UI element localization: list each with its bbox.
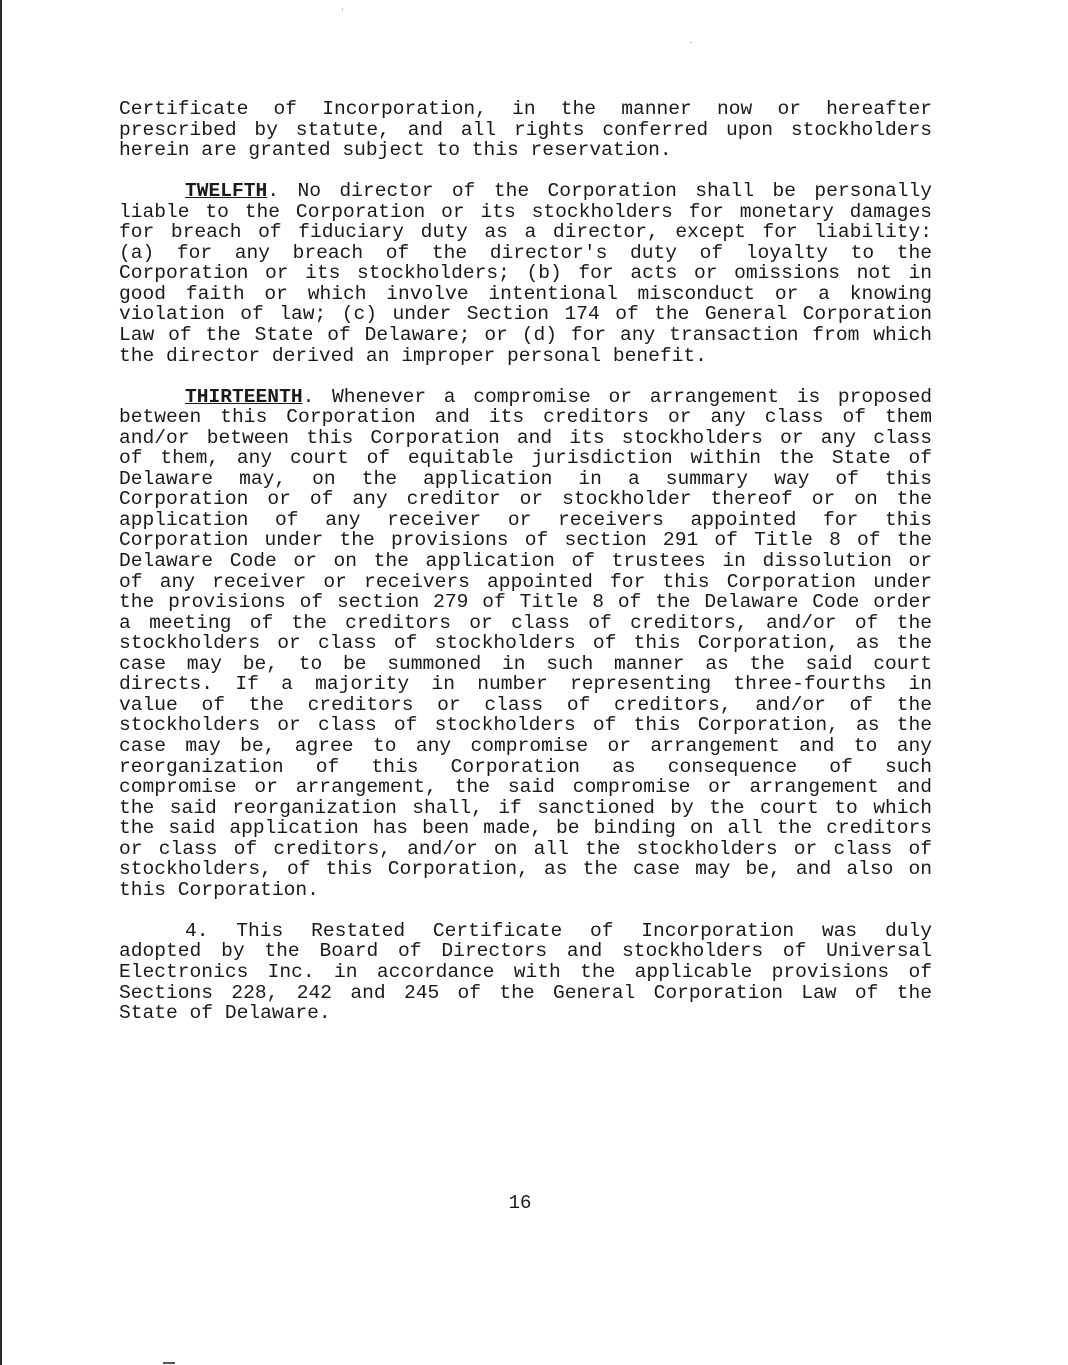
text-line: reorganization of this Corporation as consequence of such xyxy=(119,755,932,778)
text-line: the said application has been made, be binding on all the creditors xyxy=(119,817,932,840)
text-line: this Corporation. xyxy=(119,878,319,901)
text-line: Corporation or its stockholders; (b) for acts or omissions not in xyxy=(119,262,932,285)
text-line: liable to the Corporation or its stockholders for monetary damages xyxy=(119,200,932,223)
text-line: and/or between this Corporation and its stockholders or any class xyxy=(119,426,932,449)
text-line: for breach of fiduciary duty as a director, except for liability: xyxy=(119,221,932,244)
text-line: TWELFTH. No director of the Corporation shall be personally xyxy=(185,180,932,203)
scan-speck xyxy=(342,8,343,10)
text-line: THIRTEENTH. Whenever a compromise or arrangement is proposed xyxy=(185,385,932,408)
thirteenth-heading: THIRTEENTH xyxy=(185,385,303,408)
paragraph-4 xyxy=(119,921,932,1024)
text-line: Electronics Inc. in accordance with the applicable provisions of xyxy=(119,960,932,983)
scan-speck xyxy=(690,42,692,43)
text-line: stockholders, of this Corporation, as the case may be, and also on xyxy=(119,858,932,881)
text-line: the said reorganization shall, if sanctioned by the court to which xyxy=(119,796,932,819)
text-line: stockholders or class of stockholders of this Corporation, as the xyxy=(119,714,932,737)
text-line: compromise or arrangement, the said compromise or arrangement and xyxy=(119,776,932,799)
text-line: violation of law; (c) under Section 174 of the General Corporation xyxy=(119,303,932,326)
scan-mark xyxy=(163,1362,175,1364)
text-line: between this Corporation and its creditors or any class of them xyxy=(119,406,932,429)
text-line: Corporation or of any creditor or stockholder thereof or on the xyxy=(119,488,932,511)
text-line: (a) for any breach of the director's duty of loyalty to the xyxy=(119,241,932,264)
scan-left-edge xyxy=(0,0,2,1365)
text-line: a meeting of the creditors or class of creditors, and/or of the xyxy=(119,611,932,634)
text-line: Delaware may, on the application in a summary way of this xyxy=(119,467,932,490)
page-number: 16 xyxy=(508,1192,532,1214)
text-line: value of the creditors or class of creditors, and/or of the xyxy=(119,693,932,716)
text-line: application of any receiver or receivers appointed for this xyxy=(119,508,932,531)
text-line: Sections 228, 242 and 245 of the General Corporation Law of the xyxy=(119,981,932,1004)
text-line: stockholders or class of stockholders of this Corporation, as the xyxy=(119,632,932,655)
text-line: case may be, agree to any compromise or arrangement and to any xyxy=(119,734,932,757)
document-body xyxy=(119,99,932,1024)
text-line: Certificate of Incorporation, in the manner now or hereafter xyxy=(119,98,932,120)
intro-paragraph xyxy=(119,99,932,161)
text-line: adopted by the Board of Directors and stockholders of Universal xyxy=(119,940,932,963)
text-line: the director derived an improper personal benefit. xyxy=(119,344,707,367)
twelfth-heading: TWELFTH xyxy=(185,180,268,203)
text-line: Delaware Code or on the application of trustees in dissolution or xyxy=(119,550,932,573)
text-line: Corporation under the provisions of section 291 of Title 8 of the xyxy=(119,529,932,552)
twelfth-paragraph xyxy=(119,181,932,366)
text-line: the provisions of section 279 of Title 8 of the Delaware Code order xyxy=(119,591,932,614)
text-line: herein are granted subject to this reservation. xyxy=(119,139,672,162)
text-line: Law of the State of Delaware; or (d) for any transaction from which xyxy=(119,324,932,347)
text-line: of them, any court of equitable jurisdiction within the State of xyxy=(119,447,932,470)
text-line: or class of creditors, and/or on all the stockholders or class of xyxy=(119,837,932,860)
text-line: of any receiver or receivers appointed for this Corporation under xyxy=(119,570,932,593)
text-line: case may be, to be summoned in such manner as the said court xyxy=(119,652,932,675)
text-line: prescribed by statute, and all rights conferred upon stockholders xyxy=(119,118,932,141)
thirteenth-paragraph xyxy=(119,387,932,901)
text-line: good faith or which involve intentional misconduct or a knowing xyxy=(119,282,932,305)
text-line: 4. This Restated Certificate of Incorporation was duly xyxy=(185,919,932,942)
text-line: directs. If a majority in number representing three-fourths in xyxy=(119,673,932,696)
text-line: State of Delaware. xyxy=(119,1002,331,1025)
